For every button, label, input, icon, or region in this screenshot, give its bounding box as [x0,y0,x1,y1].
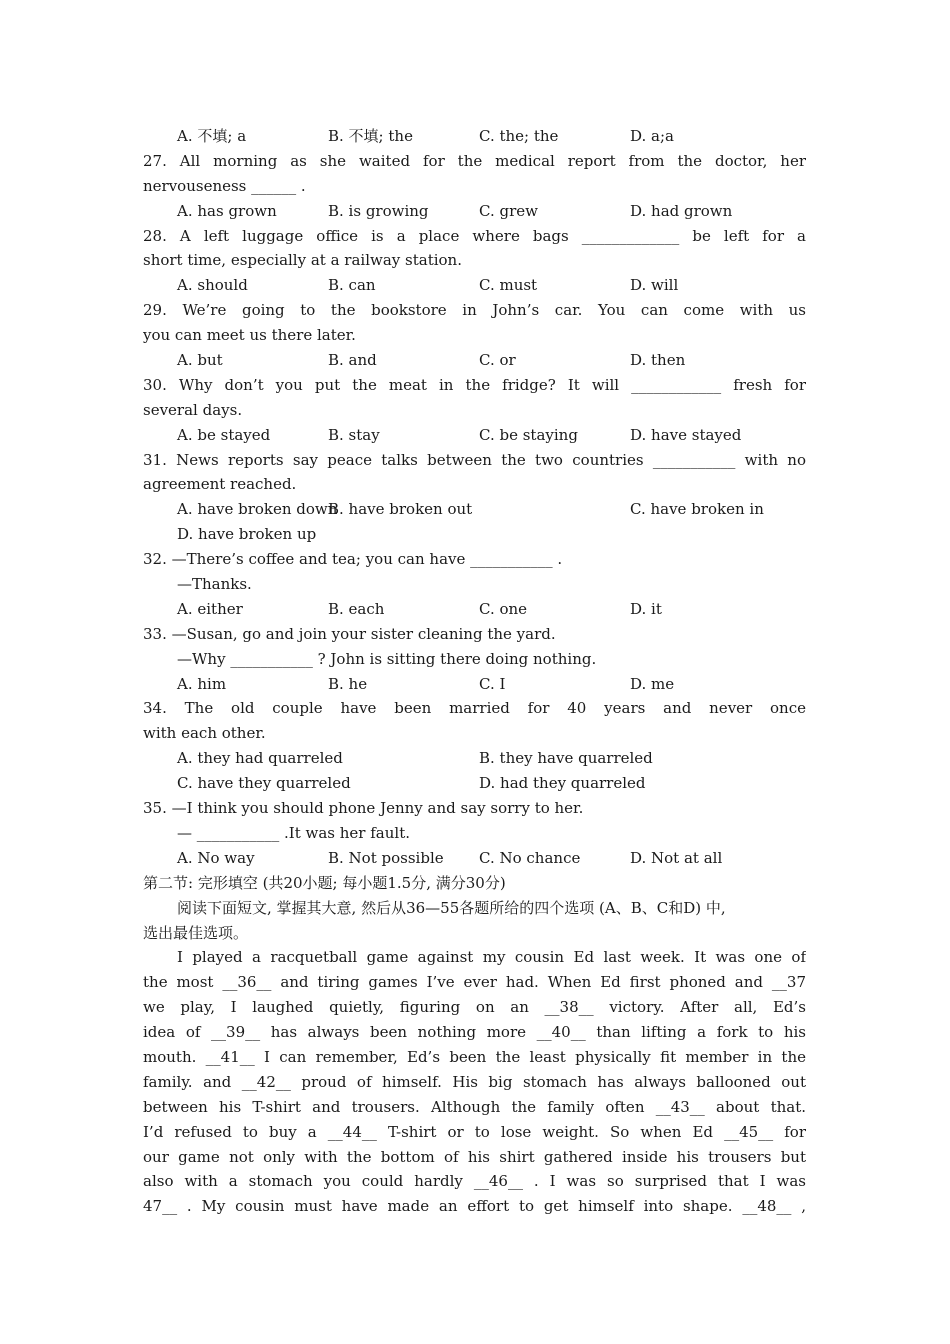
option-c: C. the; the [479,127,559,145]
passage-line: also with a stomach you could hardly __46__ . I was so surprised that I was [143,1172,806,1191]
q28-options [143,273,806,298]
q32-options [143,597,806,622]
q27-stem-cont: nervouseness ______ . [143,176,306,195]
passage-line: 47__ . My cousin must have made an effort to get himself into shape. __48__ , [143,1197,806,1216]
option-d: D. then [630,351,686,370]
q29-options [143,348,806,373]
passage-line: the most __36__ and tiring games I’ve ever had. When Ed first phoned and __37 [143,973,806,992]
option-b: B. can [328,276,376,295]
option-c: C. No chance [479,848,581,867]
option-c: C. grew [479,201,538,220]
q34-options-row1 [143,746,806,771]
option-c: C. have broken in [630,500,764,519]
option-a: A. they had quarreled [177,749,343,768]
option-c: C. have they quarreled [177,774,351,793]
q32-stem: 32. —There’s coffee and tea; you can have ___________ . [143,550,563,569]
option-a: A. be stayed [177,425,271,444]
q27-stem: 27. All morning as she waited for the medical report from the doctor, her [143,151,806,170]
q30-options [143,423,806,448]
option-c: C. one [479,599,528,618]
q34-options-row2 [143,771,806,796]
option-a: A. either [177,599,243,618]
q28-stem: 28. A left luggage office is a place where bags _____________ be left for a [143,226,806,245]
q33-stem-cont: —Why ___________ ? John is sitting there doing nothing. [177,649,597,668]
passage-line: our game not only with the bottom of his shirt gathered inside his trousers but [143,1147,806,1166]
section-instructions: 阅读下面短文, 掌握其大意, 然后从36—55各题所给的四个选项 (A、B、C和D) 中, [177,898,726,917]
section-instructions-cont: 选出最佳选项。 [143,923,249,942]
option-d: D. had they quarreled [479,774,646,793]
option-a: A. has grown [177,201,277,220]
q30-stem: 30. Why don’t you put the meat in the fridge? It will ____________ fresh for [143,375,806,394]
option-spacer [479,497,630,522]
q31-stem-cont: agreement reached. [143,475,297,494]
option-c: C. or [479,351,516,370]
q34-stem: 34. The old couple have been married for 40 years and never once [143,699,806,718]
option-d: D. it [630,599,662,618]
passage-line: family. and __42__ proud of himself. His big stomach has always ballooned out [143,1072,806,1091]
option-b: B. have broken out [328,500,473,519]
exam-page [143,124,806,1219]
option-b: B. 不填; the [328,127,413,145]
option-b: B. is growing [328,201,429,220]
passage-line: we play, I laughed quietly, figuring on an __38__ victory. After all, Ed’s [143,998,806,1017]
section-title: 第二节: 完形填空 (共20小题; 每小题1.5分, 满分30分) [143,873,506,892]
option-b: B. he [328,674,368,693]
option-a: A. 不填; a [177,127,247,145]
passage-line: between his T-shirt and trousers. Although the family often __43__ about that. [143,1097,806,1116]
q35-stem-cont: — ___________ .It was her fault. [177,823,410,842]
option-b: B. they have quarreled [479,749,653,768]
option-c: C. be staying [479,425,578,444]
q27-options [143,199,806,224]
passage-line: I’d refused to buy a __44__ T-shirt or to lose weight. So when Ed __45__ for [143,1122,806,1141]
q33-options [143,672,806,697]
q34-stem-cont: with each other. [143,724,266,743]
option-a: A. have broken down [177,500,338,519]
q29-stem: 29. We’re going to the bookstore in John’s car. You can come with us [143,301,806,320]
option-a: A. should [177,276,248,295]
q31-options [143,497,806,522]
q30-stem-cont: several days. [143,400,243,419]
passage-line: I played a racquetball game against my cousin Ed last week. It was one of [177,948,806,967]
option-b: B. Not possible [328,848,444,867]
option-d: D. will [630,276,679,295]
q35-options [143,846,806,871]
option-a: A. him [177,674,227,693]
q31-option-d: D. have broken up [177,525,317,544]
option-d: D. Not at all [630,848,723,867]
q29-stem-cont: you can meet us there later. [143,326,356,345]
passage-line: mouth. __41__ I can remember, Ed’s been the least physically fit member in the [143,1047,806,1066]
q31-stem: 31. News reports say peace talks between the two countries ___________ with no [143,450,806,469]
option-d: D. have stayed [630,425,742,444]
option-b: B. stay [328,425,380,444]
option-c: C. I [479,674,506,693]
q28-stem-cont: short time, especially at a railway station. [143,251,462,270]
passage-line: idea of __39__ has always been nothing more __40__ than lifting a fork to his [143,1023,806,1042]
option-b: B. each [328,599,385,618]
q33-stem: 33. —Susan, go and join your sister cleaning the yard. [143,624,556,643]
q35-stem: 35. —I think you should phone Jenny and say sorry to her. [143,799,584,818]
option-a: A. but [177,351,223,370]
option-d: D. me [630,674,675,693]
option-a: A. No way [177,848,255,867]
q32-stem-cont: —Thanks. [177,575,252,594]
option-d: D. had grown [630,201,733,220]
option-d: D. a;a [630,127,674,145]
q26-options [143,124,806,149]
option-c: C. must [479,276,538,295]
option-b: B. and [328,351,377,370]
